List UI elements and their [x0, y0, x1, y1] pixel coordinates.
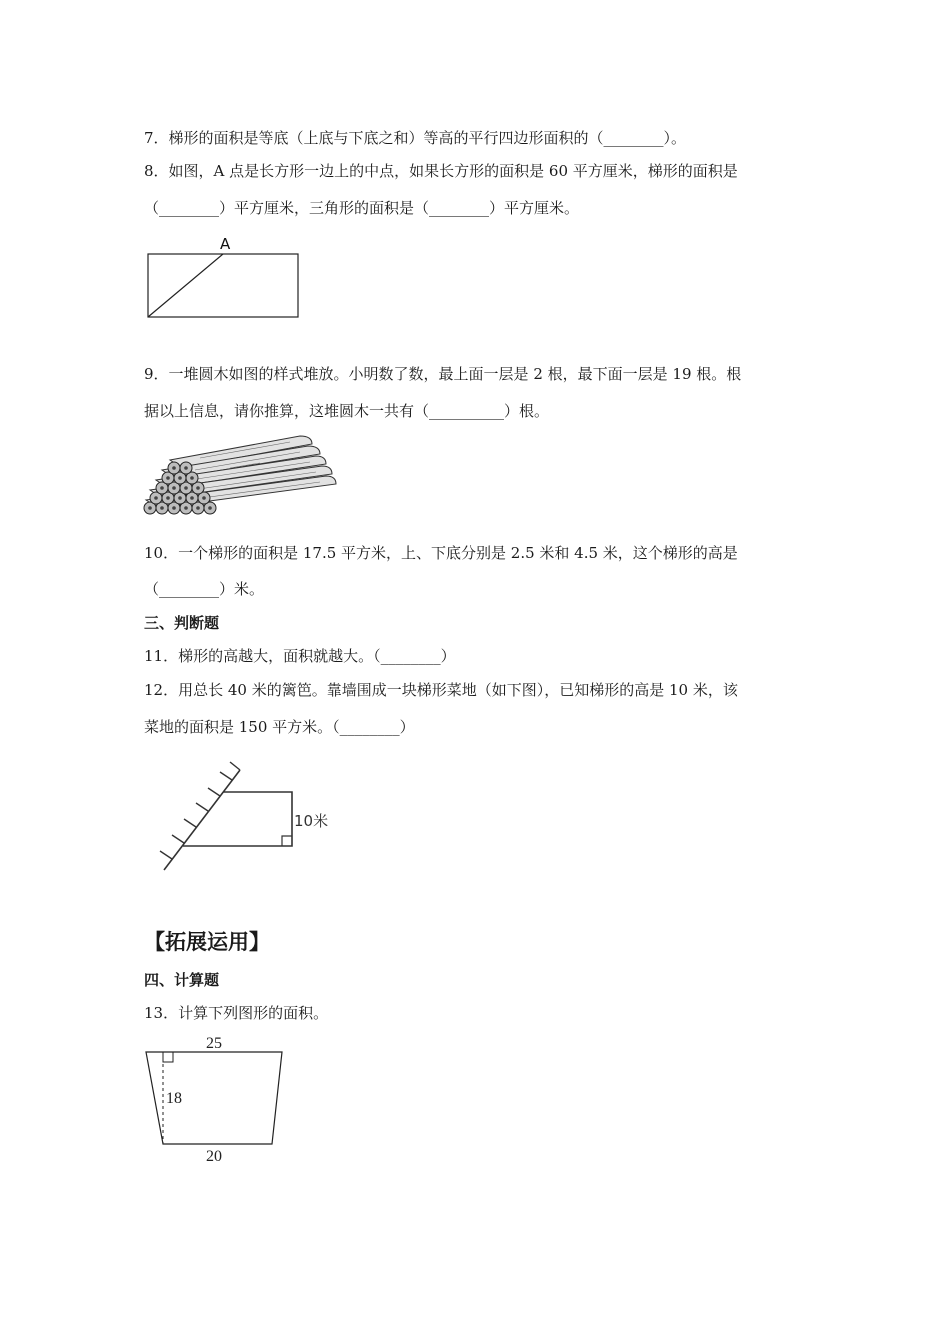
trapezoid-fence — [183, 792, 292, 846]
q12-line2: 菜地的面积是 150 平方米。（________） — [144, 718, 415, 736]
q13-line1: 13．计算下列图形的面积。 — [144, 1004, 329, 1022]
q8-rectangle-figure — [140, 232, 310, 327]
q9-line1: 9．一堆圆木如图的样式堆放。小明数了数，最上面一层是 2 根，最下面一层是 19 根。根 — [144, 365, 742, 383]
log-pile-figure — [140, 430, 340, 520]
right-angle-mark — [163, 1052, 173, 1062]
q13-trapezoid-figure — [140, 1030, 300, 1170]
section-4-heading: 四、计算题 — [144, 971, 220, 989]
q8-line2: （________）平方厘米，三角形的面积是（________）平方厘米。 — [144, 199, 580, 217]
q8-line1: 8．如图，A 点是长方形一边上的中点，如果长方形的面积是 60 平方厘米，梯形的面积是 — [144, 162, 738, 180]
diagonal-line — [148, 254, 223, 317]
height-label: 18 — [166, 1090, 182, 1107]
section-3-heading: 三、判断题 — [144, 614, 220, 632]
wall-hatching — [160, 762, 240, 859]
right-angle-mark — [282, 836, 292, 846]
q10-line1: 10．一个梯形的面积是 17.5 平方米，上、下底分别是 2.5 米和 4.5 米，这个梯形的高是 — [144, 544, 738, 562]
point-a-label: A — [220, 235, 231, 253]
q10-line2: （________）米。 — [144, 580, 265, 598]
q11-line1: 11．梯形的高越大，面积就越大。（________） — [144, 647, 456, 665]
bottom-base-label: 20 — [206, 1148, 222, 1165]
q12-garden-figure — [150, 735, 340, 880]
q12-line1: 12．用总长 40 米的篱笆。靠墙围成一块梯形菜地（如下图），已知梯形的高是 10 米，该 — [144, 681, 738, 699]
q7-line1: 7．梯形的面积是等底（上底与下底之和）等高的平行四边形面积的（________）。 — [144, 129, 687, 147]
extension-heading: 【拓展运用】 — [144, 930, 270, 954]
top-base-label: 25 — [206, 1035, 222, 1052]
rectangle-outline — [148, 254, 298, 317]
q9-line2: 据以上信息，请你推算，这堆圆木一共有（__________）根。 — [144, 402, 550, 420]
height-label: 10米 — [294, 812, 329, 830]
wall-line — [164, 770, 240, 870]
